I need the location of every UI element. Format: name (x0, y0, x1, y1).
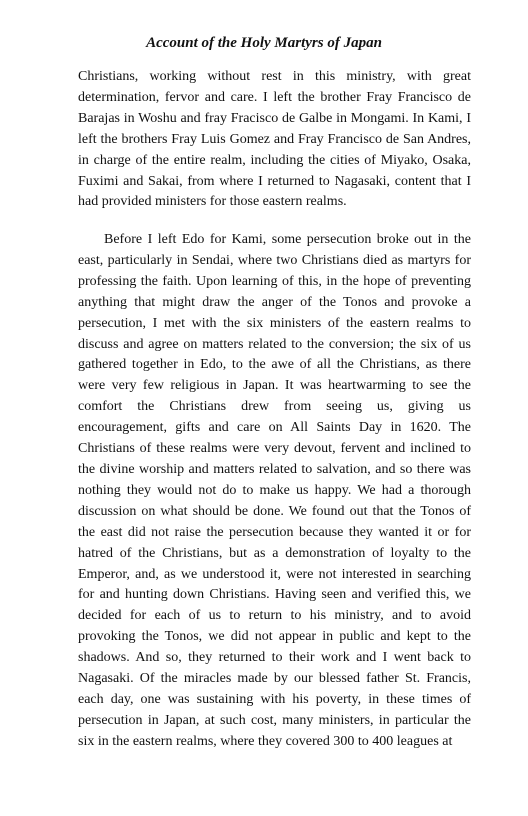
running-header-title: Account of the Holy Martyrs of Japan (146, 35, 382, 51)
body-paragraph-1: Christians, working without rest in this ministry, with great determination, fervor and care. I left the brother Fray Francisco de Barajas in Woshu and fray Fracisco de Galbe in Mongami. In Kami, I left the brothers Fray Luis Gomez and Fray Francisco de San Andres, in charge of the entire realm, including the cities of Miyako, Osaka, Fuximi and Sakai, from where I returned to Nagasaki, content that I had provided ministers for those eastern realms. (78, 69, 471, 210)
body-paragraph-2: Before I left Edo for Kami, some persecution broke out in the east, particularly in Sendai, where two Christians died as martyrs for professing the faith. Upon learning of this, in the hope of preventing anything that might draw the anger of the Tonos and provoke a persecution, I met with the six ministers of the eastern realms to discuss and agree on matters related to the conversion; the six of us gathered together in Edo, to the awe of all the Christians, as there were very few religious in Japan. It was heartwarming to see the comfort the Christians drew from seeing us, giving us encouragement, gifts and care on All Saints Day in 1620. The Christians of these realms were very devout, fervent and inclined to the divine worship and matters related to salvation, and so there was nothing they would not do to make us happy. We had a thorough discussion on what should be done. We found out that the Tonos of the east did not raise the persecution because they wanted it or for hatred of the Christians, but as a demonstration of loyalty to the Emperor, and, as we understood it, were not interested in searching for and hunting down Christians. Having seen and verified this, we decided for each of us to return to his ministry, and to avoid provoking the Tonos, we did not appear in public and kept to the shadows. And so, they returned to their work and I went back to Nagasaki. Of the miracles made by our blessed father St. Francis, each day, one was sustaining with his poverty, in these times of persecution in Japan, at such cost, many ministers, in particular the six in the eastern realms, where they covered 300 to 400 leagues at (78, 232, 471, 749)
